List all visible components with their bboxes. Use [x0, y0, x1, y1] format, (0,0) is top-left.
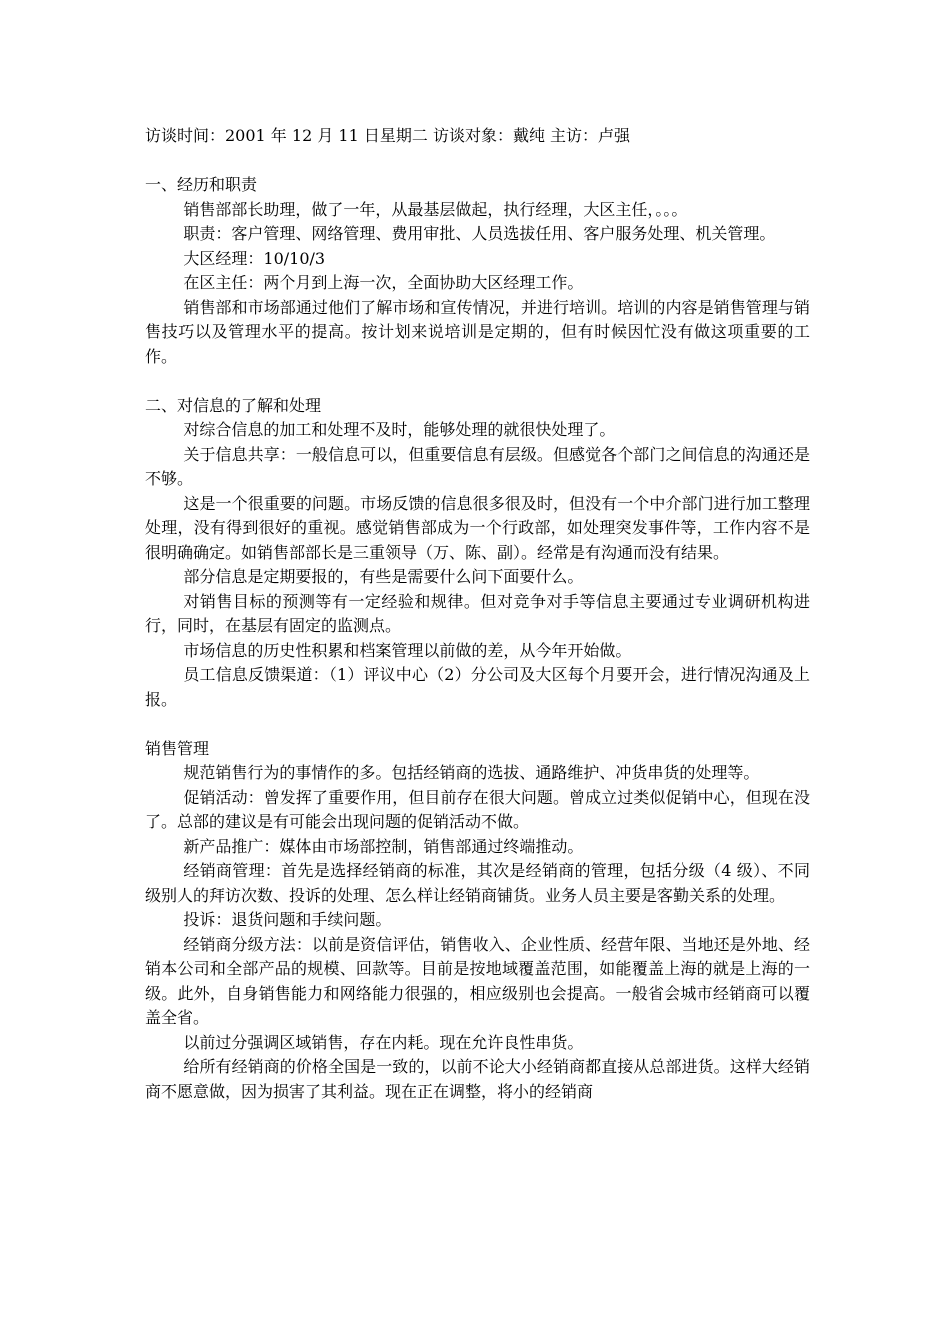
paragraph: 销售部和市场部通过他们了解市场和宣传情况，并进行培训。培训的内容是销售管理与销售技巧以及管理水平的提高。按计划来说培训是定期的，但有时候因忙没有做这项重要的工作。	[145, 297, 810, 366]
paragraph: 促销活动：曾发挥了重要作用，但目前存在很大问题。曾成立过类似促销中心，但现在没了。总部的建议是有可能会出现问题的促销活动不做。	[145, 787, 810, 831]
paragraph: 对综合信息的加工和处理不及时，能够处理的就很快处理了。	[183, 420, 616, 439]
paragraph: 员工信息反馈渠道：（1）评议中心（2）分公司及大区每个月要开会，进行情况沟通及上报。	[145, 665, 810, 709]
section-experience	[145, 173, 810, 369]
paragraph: 投诉：退货问题和手续问题。	[183, 910, 392, 929]
paragraph: 关于信息共享：一般信息可以，但重要信息有层级。但感觉各个部门之间信息的沟通还是不够。	[145, 444, 810, 488]
interview-header: 访谈时间：2001 年 12 月 11 日星期二 访谈对象：戴纯 主访：卢强	[145, 126, 631, 145]
paragraph: 销售部部长助理，做了一年，从最基层做起，执行经理，大区主任，。。。	[183, 199, 688, 219]
section-information	[145, 394, 810, 713]
blank-line	[145, 369, 810, 394]
paragraph: 经销商管理：首先是选择经销商的标准，其次是经销商的管理，包括分级（4 级）、不同级别人的拜访次数、投诉的处理、怎么样让经销商铺货。业务人员主要是客勤关系的处理。	[145, 861, 810, 905]
section-heading: 一、经历和职责	[145, 175, 258, 194]
paragraph: 在区主任：两个月到上海一次，全面协助大区经理工作。	[183, 273, 584, 292]
paragraph: 职责：客户管理、网络管理、费用审批、人员选拔任用、客户服务处理、机关管理。	[183, 224, 776, 243]
section-heading: 销售管理	[145, 738, 210, 758]
paragraph: 以前过分强调区域销售，存在内耗。现在允许良性串货。	[183, 1032, 584, 1052]
paragraph: 新产品推广：媒体由市场部控制，销售部通过终端推动。	[183, 836, 584, 856]
document-page	[145, 124, 810, 1104]
paragraph: 规范销售行为的事情作的多。包括经销商的选拔、通路维护、冲货串货的处理等。	[183, 763, 760, 782]
paragraph: 给所有经销商的价格全国是一致的，以前不论大小经销商都直接从总部进货。这样大经销商不愿意做，因为损害了其利益。现在正在调整，将小的经销商	[145, 1057, 810, 1101]
paragraph: 市场信息的历史性积累和档案管理以前做的差，从今年开始做。	[183, 640, 632, 660]
paragraph: 对销售目标的预测等有一定经验和规律。但对竞争对手等信息主要通过专业调研机构进行，同时，在基层有固定的监测点。	[145, 591, 810, 635]
paragraph: 大区经理：10/10/3	[183, 248, 326, 268]
paragraph: 经销商分级方法：以前是资信评估，销售收入、企业性质、经营年限、当地还是外地、经销本公司和全部产品的规模、回款等。目前是按地域覆盖范围，如能覆盖上海的就是上海的一级。此外，自身销售能力和网络能力很强的，相应级别也会提高。一般省会城市经销商可以覆盖全省。	[145, 934, 810, 1027]
section-heading: 二、对信息的了解和处理	[145, 395, 322, 415]
paragraph: 部分信息是定期要报的，有些是需要什么问下面要什么。	[183, 567, 584, 586]
section-sales-management	[145, 737, 810, 1105]
blank-line	[145, 712, 810, 737]
paragraph: 这是一个很重要的问题。市场反馈的信息很多很及时，但没有一个中介部门进行加工整理处理，没有得到很好的重视。感觉销售部成为一个行政部，如处理突发事件等，工作内容不是很明确确定。如销售部部长是三重领导（万、陈、副）。经常是有沟通而没有结果。	[145, 493, 810, 562]
